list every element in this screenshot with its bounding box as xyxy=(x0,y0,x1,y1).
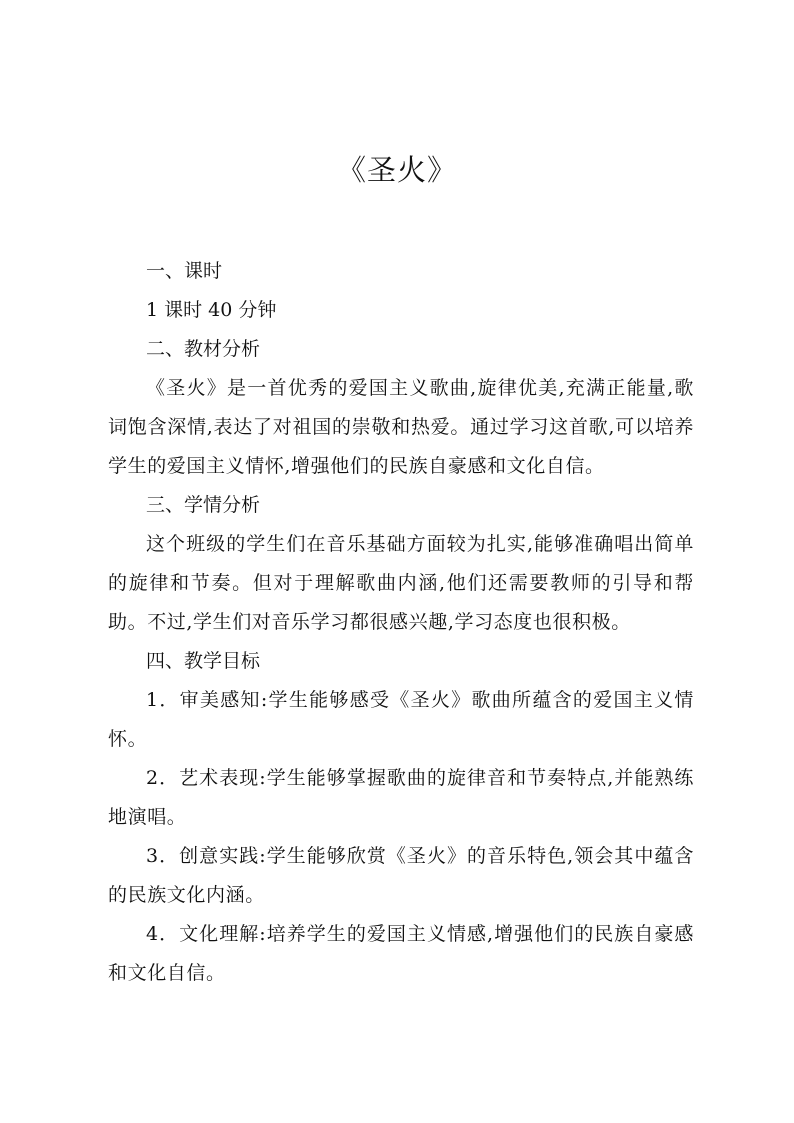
document-body xyxy=(108,252,694,993)
section-heading-class-hours: 一、课时 xyxy=(146,260,223,282)
section-heading-student-analysis: 三、学情分析 xyxy=(146,494,261,516)
objective-item-creative: 3．创意实践:学生能够欣赏《圣火》的音乐特色,领会其中蕴含的民族文化内涵。 xyxy=(108,845,694,906)
section-heading-teaching-objectives: 四、教学目标 xyxy=(146,650,261,672)
student-analysis-paragraph: 这个班级的学生们在音乐基础方面较为扎实,能够准确唱出简单的旋律和节奏。但对于理解歌曲内涵,他们还需要教师的引导和帮助。不过,学生们对音乐学习都很感兴趣,学习态度也很积极。 xyxy=(108,533,694,633)
material-analysis-paragraph: 《圣火》是一首优秀的爱国主义歌曲,旋律优美,充满正能量,歌词饱含深情,表达了对祖国的崇敬和热爱。通过学习这首歌,可以培养学生的爱国主义情怀,增强他们的民族自豪感和文化自信。 xyxy=(108,377,694,477)
section-heading-material-analysis: 二、教材分析 xyxy=(146,338,261,360)
document-title: 《圣火》 xyxy=(336,153,457,187)
objective-item-artistic: 2．艺术表现:学生能够掌握歌曲的旋律音和节奏特点,并能熟练地演唱。 xyxy=(108,767,694,828)
class-hours-text: 1 课时 40 分钟 xyxy=(146,299,277,321)
objective-item-aesthetic: 1．审美感知:学生能够感受《圣火》歌曲所蕴含的爱国主义情怀。 xyxy=(108,689,694,750)
objective-item-cultural: 4．文化理解:培养学生的爱国主义情感,增强他们的民族自豪感和文化自信。 xyxy=(108,923,694,984)
